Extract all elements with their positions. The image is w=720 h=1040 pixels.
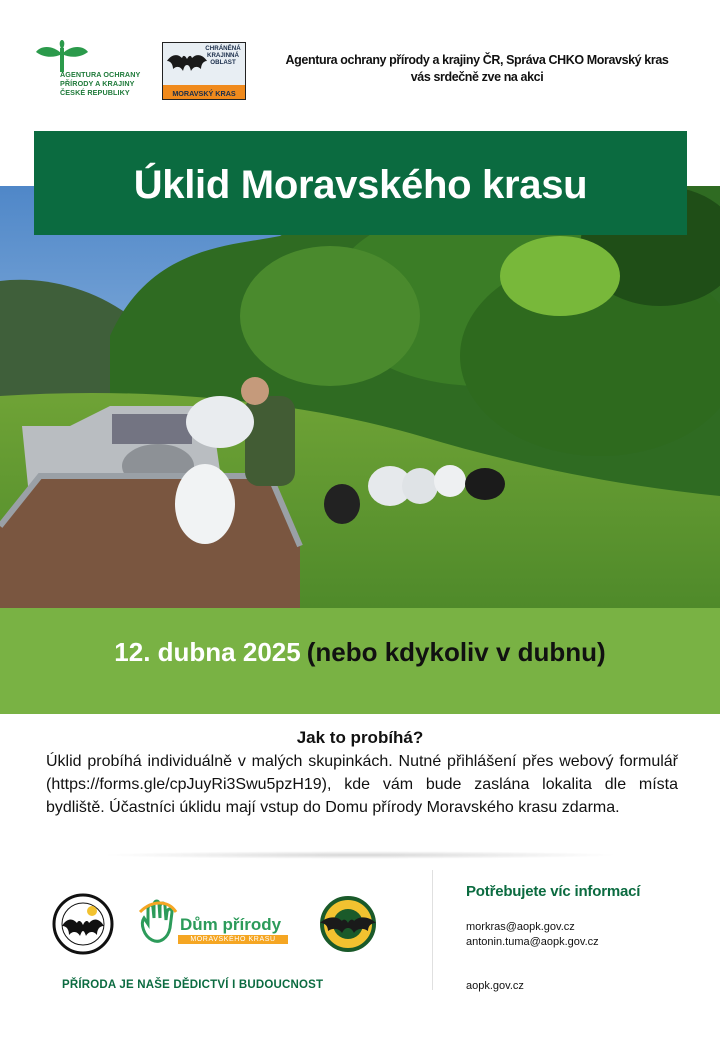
motto: PŘÍRODA JE NAŠE DĚDICTVÍ I BUDOUCNOST [62, 979, 324, 991]
event-title: Úklid Moravského krasu [133, 163, 588, 207]
footer-separator [432, 870, 433, 990]
event-date-note: (nebo kdykoliv v dubnu) [306, 637, 606, 667]
header-invitation [262, 52, 692, 86]
header-line-1: Agentura ochrany přírody a krajiny ČR, Správa CHKO Moravský kras [285, 53, 669, 67]
email-tuma-link[interactable]: antonin.tuma@aopk.gov.cz [466, 936, 599, 948]
chko-moravsky-kras-logo [162, 42, 246, 100]
how-description: Úklid probíhá individuálně v malých skupinkách. Nutné přihlášení přes webový formulář (https://forms.gle/cpJuyRi3Swu5pzH19), kde vám bude zaslána lokalita dle místa bydliště. Účastníci úklidu mají vstup do Domu přírody Moravského krasu zdarma. [46, 753, 678, 816]
dum-prirody-sub: MORAVSKÉHO KRASU [178, 935, 288, 944]
how-heading: Jak to probíhá? [296, 728, 424, 747]
czech-speleo-logo [314, 895, 382, 953]
dum-prirody-name: Dům přírody [180, 915, 282, 934]
bat-circle-logo-icon [52, 893, 114, 955]
aopk-logo-text: AGENTURA OCHRANY PŘÍRODY A KRAJINY ČESKÉ REPUBLIKY [60, 70, 141, 97]
chko-name: MORAVSKÝ KRAS [172, 89, 236, 98]
email-morkras-link[interactable]: morkras@aopk.gov.cz [466, 921, 575, 933]
speleo-society-logo [52, 893, 114, 955]
dum-prirody-logo [138, 898, 290, 948]
divider [100, 851, 620, 859]
hand-icon [138, 898, 178, 946]
info-heading: Potřebujete víc informací [466, 883, 641, 900]
website-link[interactable]: aopk.gov.cz [466, 980, 524, 992]
chko-label: CHRÁNĚNÁ KRAJINNÁ OBLAST [205, 45, 241, 66]
speleo-emblem-icon [314, 895, 382, 953]
aopk-logo [34, 40, 144, 110]
leaf-logo-icon [34, 40, 94, 74]
event-date-main: 12. dubna 2025 [114, 637, 301, 667]
event-date [0, 637, 720, 668]
cleanup-photo [0, 186, 720, 608]
bat-icon [165, 49, 209, 81]
header-line-2: vás srdečně zve na akci [410, 70, 544, 84]
